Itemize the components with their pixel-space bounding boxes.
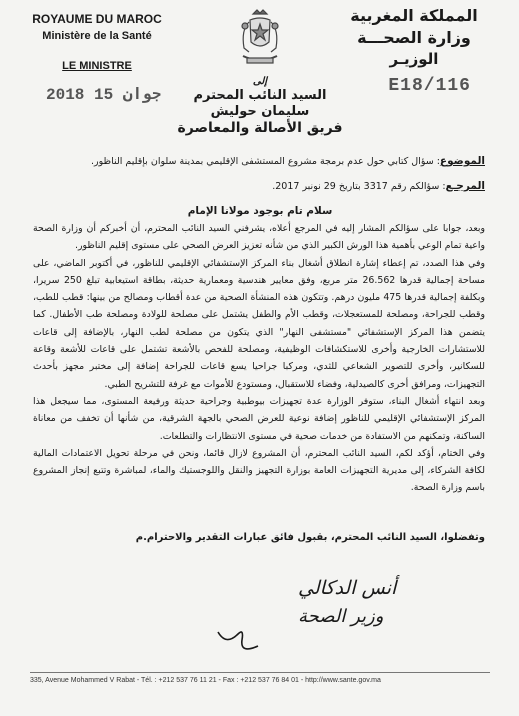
reference-line: [25, 180, 485, 192]
footer-address-text: 335, Avenue Mohammed V Rabat - Tél. : +212 537 76 11 21 - Fax : +212 537 76 84 01 - http://www.sante.gov.ma: [30, 677, 381, 684]
reference-number-stamp: E18/116: [388, 76, 471, 96]
ar-kingdom: المملكة المغربية: [350, 6, 478, 25]
svg-text:أنس الدكالي: أنس الدكالي: [298, 577, 397, 599]
date-stamp: 2018 جوان 15: [46, 86, 162, 104]
paragraph-4: وفي الختام، أؤكد لكم، السيد النائب المحترم، أن المشروع لازال قائما، ونحن في مرحلة تحويل الاعتمادات المالية لكافة الشركاء، إلى مديرية التجهيزات العامة بوزارة التجهيز والنقل واللوجستيك والماء، لمباشرة وتتبع إنجاز المشروع باسم وزارة الصحة.: [33, 447, 485, 494]
svg-text:وزير الصحة: وزير الصحة: [298, 606, 384, 627]
subject-label: الموضوع: [439, 155, 485, 167]
paragraph-3: وبعد انتهاء أشغال البناء، ستوفر الوزارة عدة تجهيزات بيوطبية وجراحية حديثة ورفيعة المستوى، مما سيجعل هذا المركز الإستشفائي الإقليمي للناظور إضافة نوعية للعرض الصحي بالجهة الشرقية، من شأنها أن تخفف من معاناة الساكنة، وتمكنهم من الاستفادة من خدمات صحية في مستوى الانتظارات والتطلعات.: [33, 395, 485, 442]
subject-text: : سؤال كتابي حول عدم برمجة مشروع المستشفى الإقليمي بمدينة سلوان بإقليم الناظور.: [91, 156, 440, 167]
addressee-to: إلى: [252, 76, 268, 87]
fr-ministry: Ministère de la Santé: [42, 30, 152, 42]
addressee-group: فريق الأصالة والمعاصرة: [177, 120, 343, 136]
salutation: سلام تام بوجود مولانا الإمام: [187, 205, 333, 217]
paragraph-1: وبعد، جوابا على سؤالكم المشار إليه في المرجع أعلاه، يشرفني السيد النائب المحترم، أن أخبركم أن وزارة الصحة واعية تمام الوعي بأهمية هذا الورش الكبير الذي من شأنه تعزيز العرض الصحي على مستوى إقليم الناظور.: [33, 223, 485, 252]
reference-text: : سؤالكم رقم 3317 بتاريخ 29 نونبر 2017.: [272, 181, 446, 192]
ar-ministry: وزارة الصحـــة: [357, 28, 471, 47]
closing-formula: وتفضلوا، السيد النائب المحترم، بقبول فائق عبارات التقدير والاحترام.م: [135, 532, 485, 543]
ar-minister: الوزيـر: [389, 50, 439, 68]
signature-icon: [198, 570, 397, 660]
subject-line: [25, 155, 485, 167]
footer-divider: [30, 672, 490, 673]
footer-address: [30, 677, 490, 684]
reference-label: المرجـع: [445, 180, 485, 192]
addressee-name: سليمان حوليش: [210, 104, 310, 119]
paragraph-2: وفي هذا الصدد، تم إعطاء إشارة انطلاق أشغال بناء المركز الإستشفائي الإقليمي للناظور، في أكتوبر الماضي، على مساحة إجمالية قدرها 26.562 متر مربع، وفق معايير هندسية ومعمارية حديثة، بطاقة استيعابية تبلغ 250 سريرا، وبكلفة إجمالية قدرها 475 مليون درهم. وتتكون هذه المنشأة الصحية من عدة أقطاب ومصالح من بينها: قطب للطب، وقطب للجراحة، ومصلحة للمستعجلات، وقطب الأم والطفل يشتمل على مصلحة للولادة ومصلحة طب الأطفال. كما يتضمن هذا المركز الإستشفائي "مستشفى النهار" الذي يتكون من مصلحة لطب النهار، بالإضافة إلى قاعات للاستشارات الخارجية وأخرى للاستكشافات الوظيفية، ومصلحة للفحص بالأشعة تشتمل على قاعات للأشعة وقاعة للسكانير، وأخرى للتصوير الشعاعي للثدي، ومركبا جراحيا يسع قاعات للجراحة إضافة إلى مختبر مجهز بأحدث التجهيزات، ومرافق أخرى كالصيدلية، وفضاء للاستقبال، ومستودع للأموات مع غرفة للتشريح الطبي.: [33, 257, 486, 390]
fr-kingdom: ROYAUME DU MAROC: [32, 12, 162, 26]
fr-minister: LE MINISTRE: [62, 60, 132, 72]
letter-body: [33, 220, 485, 497]
coat-of-arms-icon: [235, 8, 285, 68]
addressee-title: السيد النائب المحترم: [193, 88, 327, 103]
